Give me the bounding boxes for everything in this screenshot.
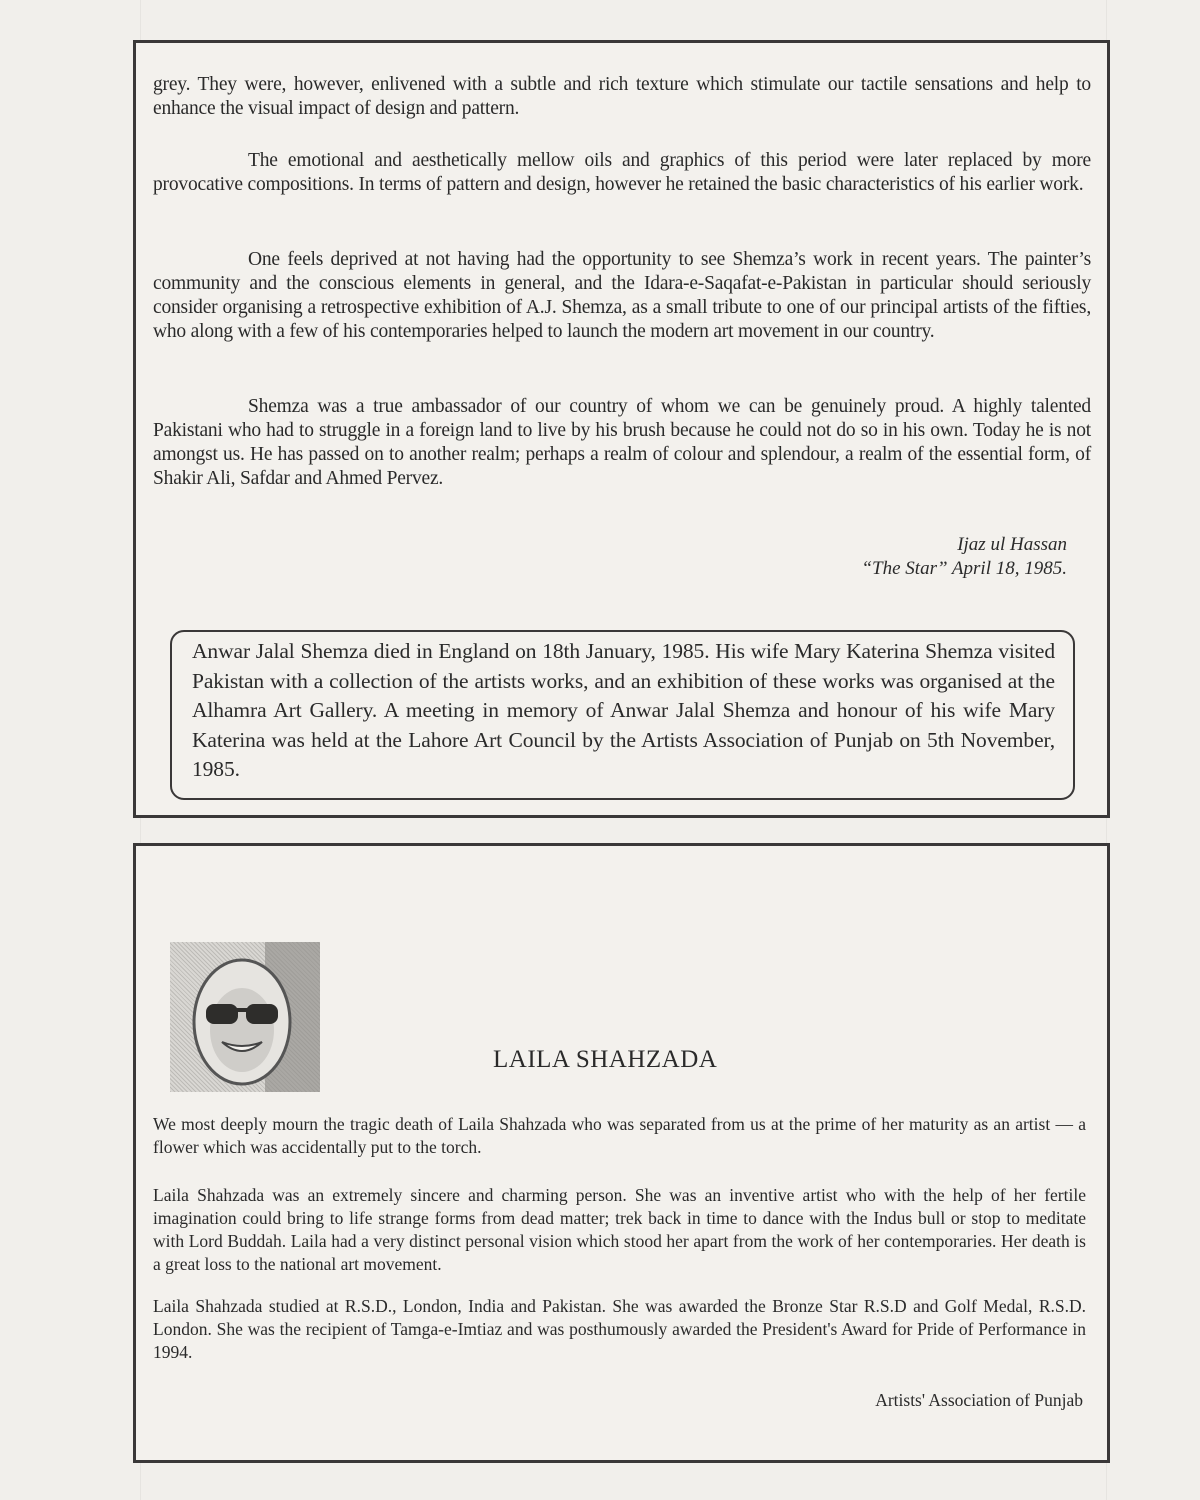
paragraph-retrospective: One feels deprived at not having had the opportunity to see Shemza’s work in recent years. The painter’s community and the conscious elements in general, and the Idara-e-Saqafat-e-Pakistan in particular should seriously consider organising a retrospective exhibition of A.J. Shemza, as a small tribute to one of our principal artists of the fifties, who along with a few of his contemporaries helped to launch the modern art movement in our country. [153,249,1091,342]
shemza-article-box [133,40,1110,818]
memorial-note-box [170,630,1075,800]
paragraph-ambassador: Shemza was a true ambassador of our country of whom we can be genuinely proud. A highly talented Pakistani who had to struggle in a foreign land to live by his brush because he could not do so in his own. Today he is not amongst us. He has passed on to another realm; perhaps a realm of colour and splendour, a realm of the essential form, of Shakir Ali, Safdar and Ahmed Pervez. [153,396,1091,489]
paragraph-later-work: The emotional and aesthetically mellow oils and graphics of this period were later replaced by more provocative compositions. In terms of pattern and design, however he retained the basic characteristics of his earlier work. [153,150,1091,195]
portrait-photo-icon [170,942,320,1092]
paragraph-texture: grey. They were, however, enlivened with a subtle and rich texture which stimulate our tactile sensations and help to enhance the visual impact of design and pattern. [153,74,1091,119]
paragraph-mourn: We most deeply mourn the tragic death of Laila Shahzada who was separated from us at the prime of her maturity as an artist — a flower which was accidentally put to the torch. [153,1114,1086,1157]
source-citation: “The Star” April 18, 1985. [861,558,1067,579]
paragraph-person: Laila Shahzada was an extremely sincere and charming person. She was an inventive artist who with the help of her fertile imagination could bring to life strange forms from dead matter; trek back in time to dance with the Indus bull or stop to meditate with Lord Buddah. Laila had a very distinct personal vision which stood her apart from the work of her contemporaries. Her death is a great loss to the national art movement. [153,1185,1086,1274]
portrait-illustration [170,942,320,1092]
laila-shahzada-box [133,843,1110,1463]
signature: Artists' Association of Punjab [875,1390,1083,1410]
memorial-note-text: Anwar Jalal Shemza died in England on 18th January, 1985. His wife Mary Katerina Shemza visited Pakistan with a collection of the artists works, and an exhibition of these works was organised at the Alhamra Art Gallery. A meeting in memory of Anwar Jalal Shemza and honour of his wife Mary Katerina was held at the Lahore Art Council by the Artists Association of Punjab on 5th November, 1985. [192,639,1055,781]
paragraph-studies: Laila Shahzada studied at R.S.D., London, India and Pakistan. She was awarded the Bronze Star R.S.D and Golf Medal, R.S.D. London. She was the recipient of Tamga-e-Imtiaz and was posthumously awarded the President's Award for Pride of Performance in 1994. [153,1296,1086,1362]
author-name: Ijaz ul Hassan [957,534,1067,555]
article-title: LAILA SHAHZADA [493,1046,718,1073]
